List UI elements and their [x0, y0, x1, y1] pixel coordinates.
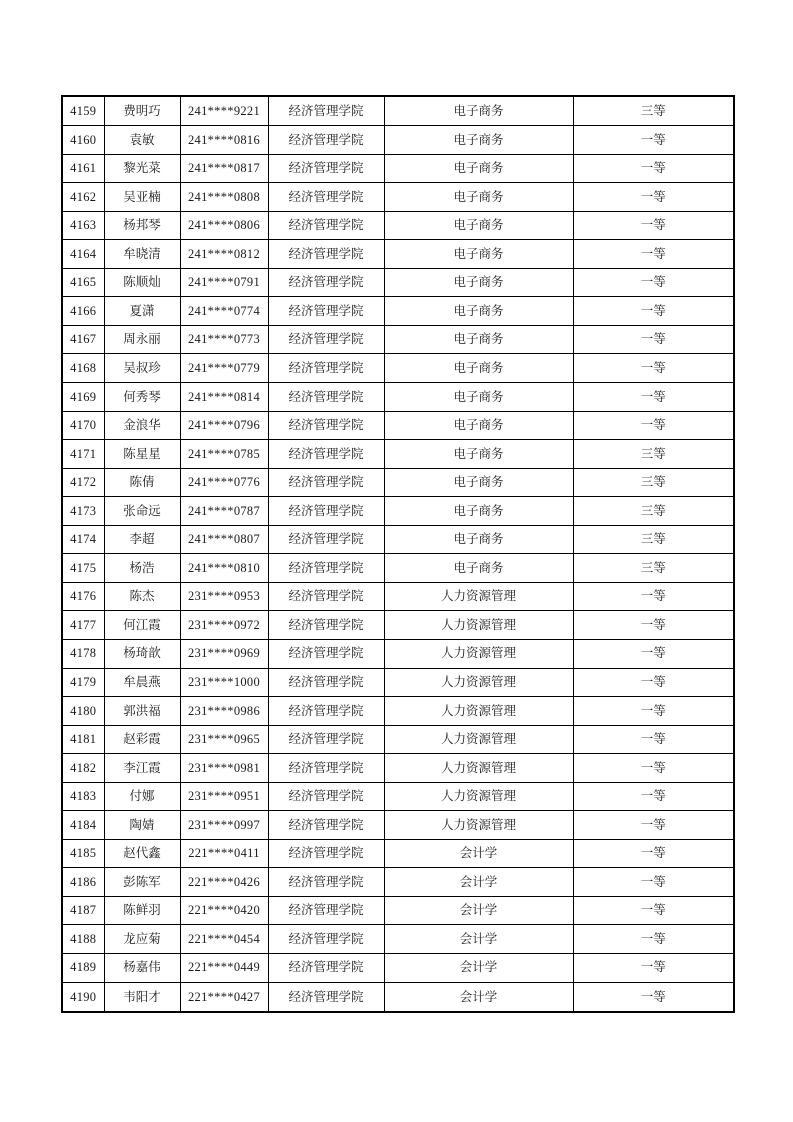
cell-major: 电子商务	[384, 468, 573, 497]
cell-student_id: 221****0420	[180, 896, 268, 925]
cell-award: 一等	[573, 925, 734, 954]
table-row	[62, 240, 734, 269]
cell-student_id: 221****0411	[180, 839, 268, 868]
cell-award: 三等	[573, 96, 734, 126]
table-row	[62, 354, 734, 383]
cell-college: 经济管理学院	[268, 811, 384, 840]
cell-no: 4177	[62, 611, 104, 640]
cell-name: 陈倩	[104, 468, 180, 497]
cell-award: 一等	[573, 297, 734, 326]
cell-student_id: 231****1000	[180, 668, 268, 697]
cell-college: 经济管理学院	[268, 839, 384, 868]
cell-name: 杨邦琴	[104, 211, 180, 240]
table-row	[62, 211, 734, 240]
cell-student_id: 241****9221	[180, 96, 268, 126]
cell-college: 经济管理学院	[268, 725, 384, 754]
cell-award: 三等	[573, 468, 734, 497]
cell-student_id: 241****0808	[180, 183, 268, 212]
cell-major: 会计学	[384, 839, 573, 868]
cell-student_id: 241****0817	[180, 154, 268, 183]
cell-no: 4176	[62, 582, 104, 611]
cell-no: 4175	[62, 554, 104, 583]
cell-no: 4183	[62, 782, 104, 811]
cell-major: 会计学	[384, 896, 573, 925]
cell-award: 一等	[573, 154, 734, 183]
cell-college: 经济管理学院	[268, 868, 384, 897]
table-row	[62, 154, 734, 183]
cell-name: 赵彩霞	[104, 725, 180, 754]
cell-no: 4166	[62, 297, 104, 326]
cell-award: 一等	[573, 868, 734, 897]
cell-student_id: 241****0779	[180, 354, 268, 383]
cell-student_id: 241****0787	[180, 497, 268, 526]
cell-name: 何江霞	[104, 611, 180, 640]
cell-student_id: 241****0785	[180, 440, 268, 469]
cell-college: 经济管理学院	[268, 554, 384, 583]
cell-major: 人力资源管理	[384, 611, 573, 640]
cell-name: 陈杰	[104, 582, 180, 611]
cell-name: 吴亚楠	[104, 183, 180, 212]
cell-award: 一等	[573, 639, 734, 668]
cell-award: 一等	[573, 611, 734, 640]
table-row	[62, 754, 734, 783]
cell-major: 电子商务	[384, 126, 573, 155]
cell-college: 经济管理学院	[268, 383, 384, 412]
cell-award: 一等	[573, 811, 734, 840]
cell-college: 经济管理学院	[268, 982, 384, 1012]
cell-no: 4169	[62, 383, 104, 412]
cell-award: 一等	[573, 754, 734, 783]
cell-name: 彭陈军	[104, 868, 180, 897]
cell-name: 杨浩	[104, 554, 180, 583]
cell-student_id: 221****0454	[180, 925, 268, 954]
cell-no: 4171	[62, 440, 104, 469]
cell-student_id: 241****0774	[180, 297, 268, 326]
cell-college: 经济管理学院	[268, 440, 384, 469]
table-row	[62, 611, 734, 640]
cell-major: 电子商务	[384, 211, 573, 240]
table-row	[62, 554, 734, 583]
table-row	[62, 497, 734, 526]
cell-major: 人力资源管理	[384, 697, 573, 726]
cell-name: 何秀琴	[104, 383, 180, 412]
cell-award: 一等	[573, 839, 734, 868]
cell-award: 一等	[573, 383, 734, 412]
cell-college: 经济管理学院	[268, 697, 384, 726]
cell-college: 经济管理学院	[268, 354, 384, 383]
cell-major: 电子商务	[384, 354, 573, 383]
cell-student_id: 221****0449	[180, 953, 268, 982]
cell-no: 4186	[62, 868, 104, 897]
cell-no: 4173	[62, 497, 104, 526]
cell-college: 经济管理学院	[268, 126, 384, 155]
table-row	[62, 183, 734, 212]
cell-award: 一等	[573, 668, 734, 697]
cell-major: 电子商务	[384, 154, 573, 183]
cell-major: 电子商务	[384, 325, 573, 354]
cell-college: 经济管理学院	[268, 668, 384, 697]
cell-no: 4178	[62, 639, 104, 668]
cell-no: 4184	[62, 811, 104, 840]
cell-name: 李超	[104, 525, 180, 554]
award-table-body	[62, 96, 734, 1012]
cell-name: 陶婧	[104, 811, 180, 840]
cell-college: 经济管理学院	[268, 611, 384, 640]
cell-major: 人力资源管理	[384, 782, 573, 811]
cell-major: 电子商务	[384, 183, 573, 212]
cell-college: 经济管理学院	[268, 211, 384, 240]
cell-student_id: 241****0796	[180, 411, 268, 440]
cell-student_id: 241****0776	[180, 468, 268, 497]
cell-no: 4164	[62, 240, 104, 269]
cell-no: 4172	[62, 468, 104, 497]
cell-no: 4189	[62, 953, 104, 982]
cell-major: 电子商务	[384, 240, 573, 269]
cell-no: 4182	[62, 754, 104, 783]
cell-award: 一等	[573, 982, 734, 1012]
table-row	[62, 953, 734, 982]
cell-award: 一等	[573, 126, 734, 155]
cell-no: 4185	[62, 839, 104, 868]
table-row	[62, 126, 734, 155]
cell-no: 4181	[62, 725, 104, 754]
table-row	[62, 525, 734, 554]
cell-award: 三等	[573, 525, 734, 554]
cell-award: 一等	[573, 782, 734, 811]
table-row	[62, 811, 734, 840]
cell-award: 一等	[573, 325, 734, 354]
cell-student_id: 241****0812	[180, 240, 268, 269]
cell-award: 一等	[573, 896, 734, 925]
cell-college: 经济管理学院	[268, 582, 384, 611]
cell-no: 4167	[62, 325, 104, 354]
cell-college: 经济管理学院	[268, 925, 384, 954]
cell-award: 一等	[573, 211, 734, 240]
cell-college: 经济管理学院	[268, 268, 384, 297]
cell-major: 电子商务	[384, 268, 573, 297]
cell-no: 4179	[62, 668, 104, 697]
cell-student_id: 241****0810	[180, 554, 268, 583]
cell-no: 4174	[62, 525, 104, 554]
cell-student_id: 231****0981	[180, 754, 268, 783]
cell-award: 一等	[573, 582, 734, 611]
cell-student_id: 241****0791	[180, 268, 268, 297]
table-row	[62, 325, 734, 354]
cell-college: 经济管理学院	[268, 896, 384, 925]
cell-major: 人力资源管理	[384, 668, 573, 697]
cell-major: 人力资源管理	[384, 639, 573, 668]
table-row	[62, 982, 734, 1012]
cell-college: 经济管理学院	[268, 297, 384, 326]
cell-award: 三等	[573, 554, 734, 583]
cell-award: 一等	[573, 953, 734, 982]
table-row	[62, 925, 734, 954]
cell-no: 4165	[62, 268, 104, 297]
cell-college: 经济管理学院	[268, 782, 384, 811]
cell-no: 4170	[62, 411, 104, 440]
cell-no: 4187	[62, 896, 104, 925]
cell-college: 经济管理学院	[268, 183, 384, 212]
cell-name: 付娜	[104, 782, 180, 811]
cell-no: 4163	[62, 211, 104, 240]
table-row	[62, 383, 734, 412]
table-row	[62, 868, 734, 897]
cell-name: 周永丽	[104, 325, 180, 354]
cell-name: 张命远	[104, 497, 180, 526]
cell-major: 电子商务	[384, 383, 573, 412]
cell-college: 经济管理学院	[268, 154, 384, 183]
cell-major: 电子商务	[384, 96, 573, 126]
table-row	[62, 639, 734, 668]
cell-name: 李江霞	[104, 754, 180, 783]
cell-name: 袁敏	[104, 126, 180, 155]
cell-major: 人力资源管理	[384, 754, 573, 783]
cell-college: 经济管理学院	[268, 468, 384, 497]
cell-student_id: 241****0814	[180, 383, 268, 412]
cell-college: 经济管理学院	[268, 754, 384, 783]
cell-major: 电子商务	[384, 525, 573, 554]
cell-no: 4161	[62, 154, 104, 183]
cell-student_id: 231****0965	[180, 725, 268, 754]
cell-major: 电子商务	[384, 554, 573, 583]
table-row	[62, 411, 734, 440]
cell-student_id: 231****0986	[180, 697, 268, 726]
cell-name: 韦阳才	[104, 982, 180, 1012]
table-row	[62, 440, 734, 469]
cell-award: 一等	[573, 268, 734, 297]
cell-student_id: 221****0426	[180, 868, 268, 897]
cell-name: 牟晓清	[104, 240, 180, 269]
cell-award: 一等	[573, 725, 734, 754]
cell-major: 会计学	[384, 953, 573, 982]
table-row	[62, 297, 734, 326]
cell-major: 电子商务	[384, 297, 573, 326]
cell-name: 杨嘉伟	[104, 953, 180, 982]
cell-student_id: 241****0816	[180, 126, 268, 155]
cell-no: 4168	[62, 354, 104, 383]
cell-award: 一等	[573, 354, 734, 383]
cell-college: 经济管理学院	[268, 639, 384, 668]
cell-college: 经济管理学院	[268, 953, 384, 982]
cell-no: 4162	[62, 183, 104, 212]
cell-no: 4180	[62, 697, 104, 726]
table-row	[62, 896, 734, 925]
cell-award: 一等	[573, 240, 734, 269]
table-row	[62, 468, 734, 497]
cell-major: 人力资源管理	[384, 811, 573, 840]
cell-major: 会计学	[384, 925, 573, 954]
cell-student_id: 231****0951	[180, 782, 268, 811]
cell-major: 人力资源管理	[384, 582, 573, 611]
cell-award: 一等	[573, 183, 734, 212]
cell-student_id: 241****0806	[180, 211, 268, 240]
cell-no: 4190	[62, 982, 104, 1012]
cell-name: 吴叔珍	[104, 354, 180, 383]
cell-name: 金浪华	[104, 411, 180, 440]
cell-major: 人力资源管理	[384, 725, 573, 754]
table-row	[62, 668, 734, 697]
cell-student_id: 231****0972	[180, 611, 268, 640]
cell-student_id: 231****0997	[180, 811, 268, 840]
award-list-table	[61, 95, 735, 1013]
cell-college: 经济管理学院	[268, 497, 384, 526]
cell-college: 经济管理学院	[268, 96, 384, 126]
table-row	[62, 697, 734, 726]
cell-college: 经济管理学院	[268, 525, 384, 554]
cell-name: 夏潇	[104, 297, 180, 326]
cell-name: 黎光菜	[104, 154, 180, 183]
cell-name: 陈顺灿	[104, 268, 180, 297]
table-row	[62, 268, 734, 297]
cell-award: 一等	[573, 411, 734, 440]
cell-no: 4159	[62, 96, 104, 126]
cell-name: 牟晨燕	[104, 668, 180, 697]
cell-no: 4160	[62, 126, 104, 155]
cell-no: 4188	[62, 925, 104, 954]
cell-student_id: 221****0427	[180, 982, 268, 1012]
cell-major: 电子商务	[384, 411, 573, 440]
table-row	[62, 96, 734, 126]
table-row	[62, 725, 734, 754]
cell-major: 会计学	[384, 868, 573, 897]
cell-award: 一等	[573, 697, 734, 726]
table-row	[62, 839, 734, 868]
cell-name: 杨琦歆	[104, 639, 180, 668]
table-row	[62, 582, 734, 611]
cell-name: 费明巧	[104, 96, 180, 126]
cell-major: 电子商务	[384, 440, 573, 469]
cell-student_id: 241****0807	[180, 525, 268, 554]
cell-college: 经济管理学院	[268, 411, 384, 440]
table-row	[62, 782, 734, 811]
cell-award: 三等	[573, 440, 734, 469]
cell-college: 经济管理学院	[268, 240, 384, 269]
cell-name: 郭洪福	[104, 697, 180, 726]
cell-student_id: 231****0953	[180, 582, 268, 611]
cell-college: 经济管理学院	[268, 325, 384, 354]
cell-student_id: 241****0773	[180, 325, 268, 354]
cell-student_id: 231****0969	[180, 639, 268, 668]
cell-name: 陈鲜羽	[104, 896, 180, 925]
cell-major: 电子商务	[384, 497, 573, 526]
cell-award: 三等	[573, 497, 734, 526]
cell-name: 赵代鑫	[104, 839, 180, 868]
cell-name: 龙应菊	[104, 925, 180, 954]
cell-major: 会计学	[384, 982, 573, 1012]
cell-name: 陈星星	[104, 440, 180, 469]
